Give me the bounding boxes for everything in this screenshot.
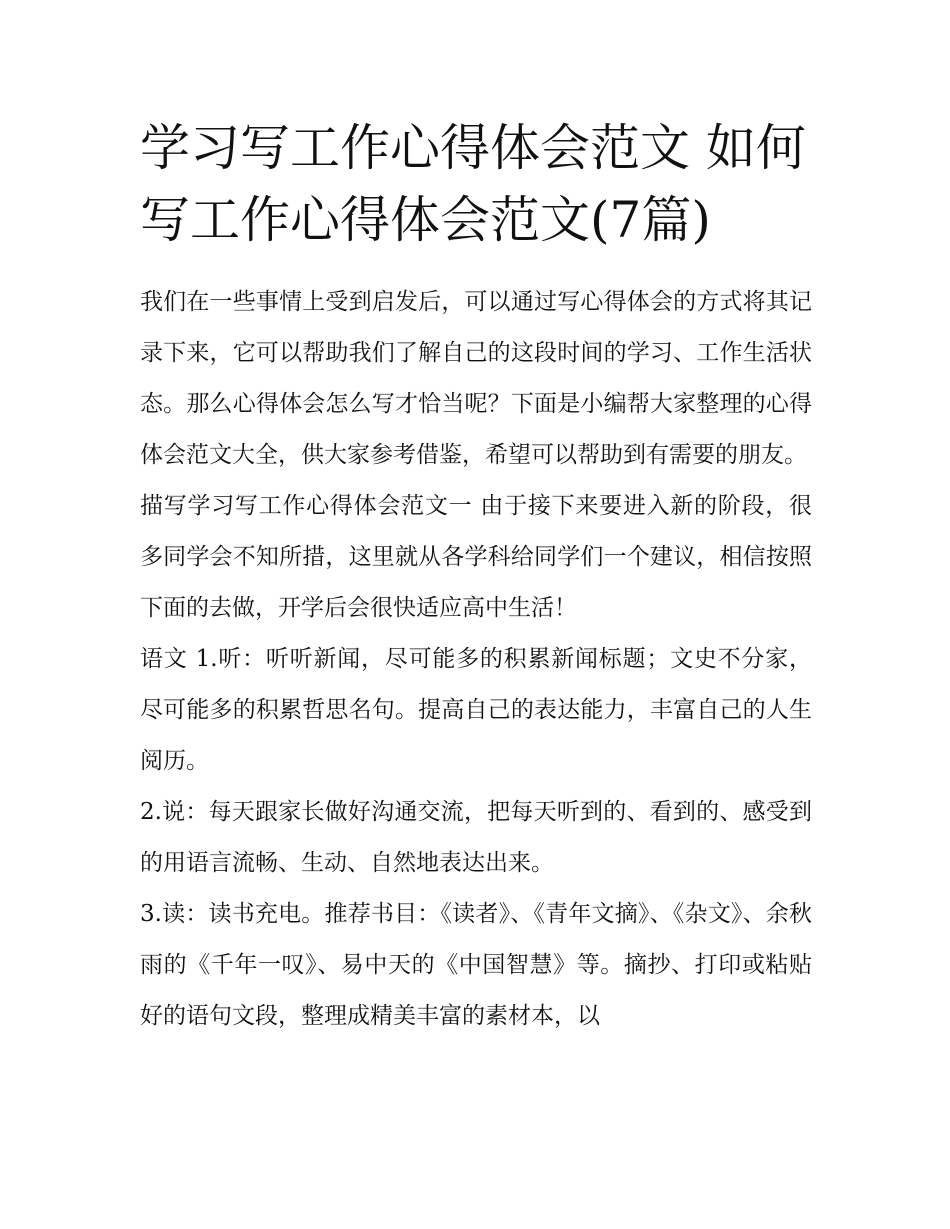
document-body [140,277,812,1042]
chinese-read-paragraph: 3.读：读书充电。推荐书目：《读者》、《青年文摘》、《杂文》、余秋雨的《千年一叹》、易中天的《中国智慧》等。摘抄、打印或粘贴好的语句文段，整理成精美丰富的素材本，以 [140,901,812,1029]
chinese-listen-paragraph: 语文 1.听：听听新闻，尽可能多的积累新闻标题；文史不分家，尽可能多的积累哲思名句。提高自己的表达能力，丰富自己的人生阅历。 [140,646,812,774]
section-one-paragraph: 描写学习写工作心得体会范文一 由于接下来要进入新的阶段，很多同学会不知所措，这里就从各学科给同学们一个建议，相信按照下面的去做，开学后会很快适应高中生活！ [140,493,812,621]
chinese-speak-paragraph: 2.说：每天跟家长做好沟通交流，把每天听到的、看到的、感受到的用语言流畅、生动、自然地表达出来。 [140,799,812,876]
intro-paragraph: 我们在一些事情上受到启发后，可以通过写心得体会的方式将其记录下来，它可以帮助我们了解自己的这段时间的学习、工作生活状态。那么心得体会怎么写才恰当呢？下面是小编帮大家整理的心得体会范文大全，供大家参考借鉴，希望可以帮助到有需要的朋友。 [140,289,812,468]
document-title: 学习写工作心得体会范文 如何写工作心得体会范文(7篇) [140,119,806,249]
